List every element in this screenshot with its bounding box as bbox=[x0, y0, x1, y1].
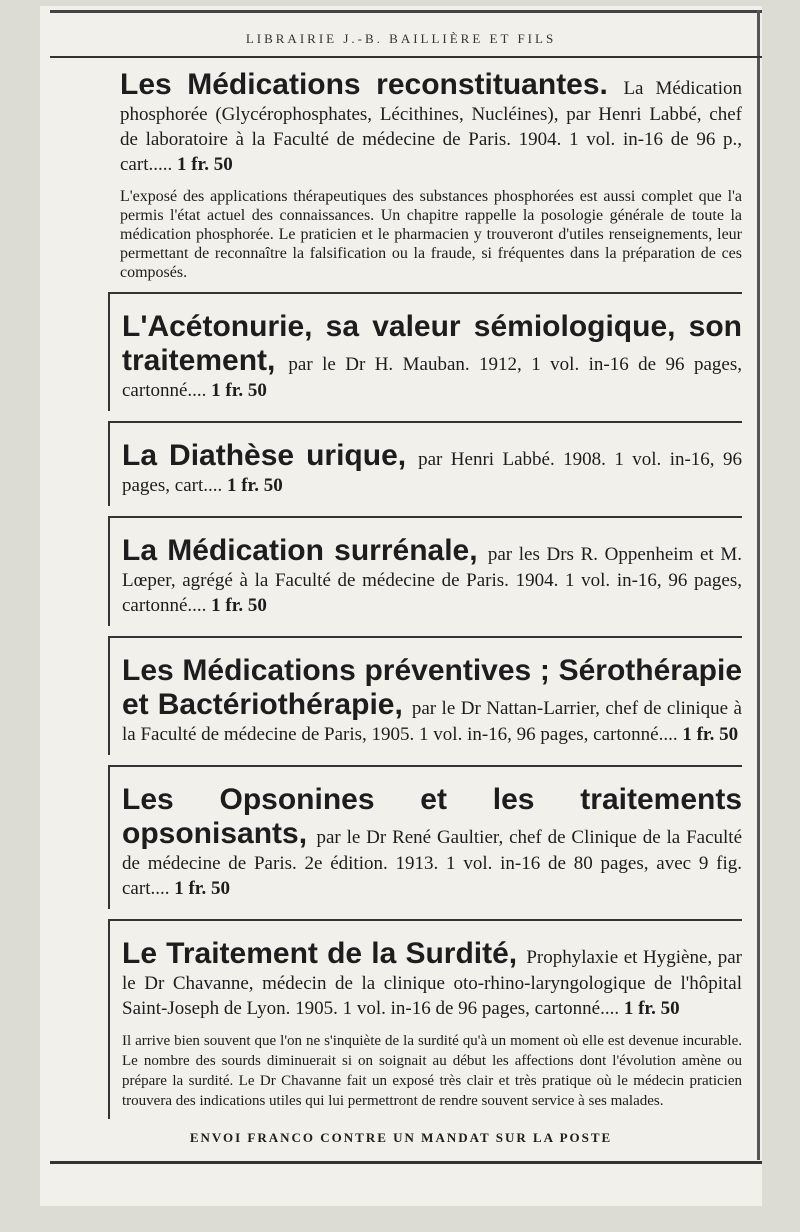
header-rule bbox=[50, 56, 762, 58]
entry-medications-reconstituantes bbox=[120, 68, 742, 282]
entry-medication-surrenale bbox=[108, 516, 742, 626]
entry-acetonurie bbox=[108, 292, 742, 411]
entry-subtitle: Prophylaxie et Hygiène, bbox=[526, 947, 718, 968]
entry-title: La Médication surrénale, bbox=[122, 534, 488, 567]
entry-body: La Médication phosphorée (Glycérophosphates, Lécithines, Nucléines), par Henri Labbé, chef de laboratoire à la Faculté de médecine de Paris. 1904. 1 vol. in-16 de 96 p., cart..... bbox=[120, 78, 742, 175]
entry-title: Les Médications reconstituantes. bbox=[120, 68, 624, 101]
entry-diathese-urique bbox=[108, 421, 742, 506]
catalog-entries bbox=[120, 68, 742, 1129]
publisher-header: LIBRAIRIE J.-B. BAILLIÈRE ET FILS bbox=[245, 31, 557, 46]
entry-price: 1 fr. 50 bbox=[176, 154, 233, 175]
entry-price: 1 fr. 50 bbox=[211, 595, 267, 616]
entry-price: 1 fr. 50 bbox=[623, 998, 680, 1019]
entry-body: par les Drs R. Oppenheim et M. Lœper, agrégé à la Faculté de médecine de Paris. 1904. 1 vol. in-16, 96 pages, cartonné.... bbox=[122, 544, 742, 616]
entry-description: L'exposé des applications thérapeutiques des substances phosphorées est aussi complet que l'a permis l'état actuel des connaissances. Un chapitre rappelle la posologie générale de toute la médication phosphorée. Le praticien et le pharmacien y trouveront d'utiles renseignements, leur permettant de reconnaître la falsification ou la fraude, si fréquentes dans la préparation de ces composés. bbox=[120, 188, 742, 281]
entry-description: Il arrive bien souvent que l'on ne s'inquiète de la surdité qu'à un moment où elle est devenue incurable. Le nombre des sourds diminuerait si on soignait au début les affections dont l'évolution amène ou prépare la surdité. Le Dr Chavanne fait un exposé très clair et très pratique où le médecin praticien trouvera des indications utiles qui lui permettront de rendre souvent service à ses malades. bbox=[122, 1033, 742, 1109]
footer-note: ENVOI FRANCO CONTRE UN MANDAT SUR LA POSTE bbox=[189, 1130, 613, 1145]
entry-body: par le Dr Chavanne, médecin de la clinique oto-rhino-laryngologique de l'hôpital Saint-Joseph de Lyon. 1905. 1 vol. in-16 de 96 pages, cartonné.... bbox=[122, 947, 742, 1019]
entry-body: par le Dr René Gaultier, chef de Clinique de la Faculté de médecine de Paris. 2e édition. 1913. 1 vol. in-16 de 80 pages, avec 9 fig. cart.... bbox=[122, 827, 742, 899]
entry-body: par le Dr Nattan-Larrier, chef de clinique à la Faculté de médecine de Paris, 1905. 1 vol. in-16, 96 pages, cartonné.... bbox=[122, 698, 742, 745]
right-rule bbox=[757, 10, 760, 1160]
top-rule bbox=[50, 10, 762, 13]
entry-price: 1 fr. 50 bbox=[174, 878, 231, 899]
entry-title: Les Opsonines et les traitements opsonisants, bbox=[122, 783, 742, 850]
entry-title: Le Traitement de la Surdité, bbox=[122, 937, 527, 970]
entry-medications-preventives bbox=[108, 636, 742, 755]
entry-price: 1 fr. 50 bbox=[211, 380, 267, 401]
bottom-rule bbox=[50, 1161, 762, 1164]
entry-body: par le Dr H. Mauban. 1912, 1 vol. in-16 de 96 pages, cartonné.... bbox=[122, 354, 742, 401]
entry-opsonines bbox=[108, 765, 742, 909]
entry-title: Les Médications préventives ; Sérothérapie et Bactériothérapie, bbox=[122, 654, 742, 721]
entry-price: 1 fr. 50 bbox=[682, 724, 739, 745]
entry-price: 1 fr. 50 bbox=[226, 475, 283, 496]
entry-body: par Henri Labbé. 1908. 1 vol. in-16, 96 pages, cart.... bbox=[122, 449, 742, 496]
entry-title: La Diathèse urique, bbox=[122, 439, 419, 472]
entry-title: L'Acétonurie, sa valeur sémiologique, son traitement, bbox=[122, 310, 742, 377]
entry-traitement-surdite bbox=[108, 919, 742, 1119]
catalog-page bbox=[40, 6, 762, 1206]
